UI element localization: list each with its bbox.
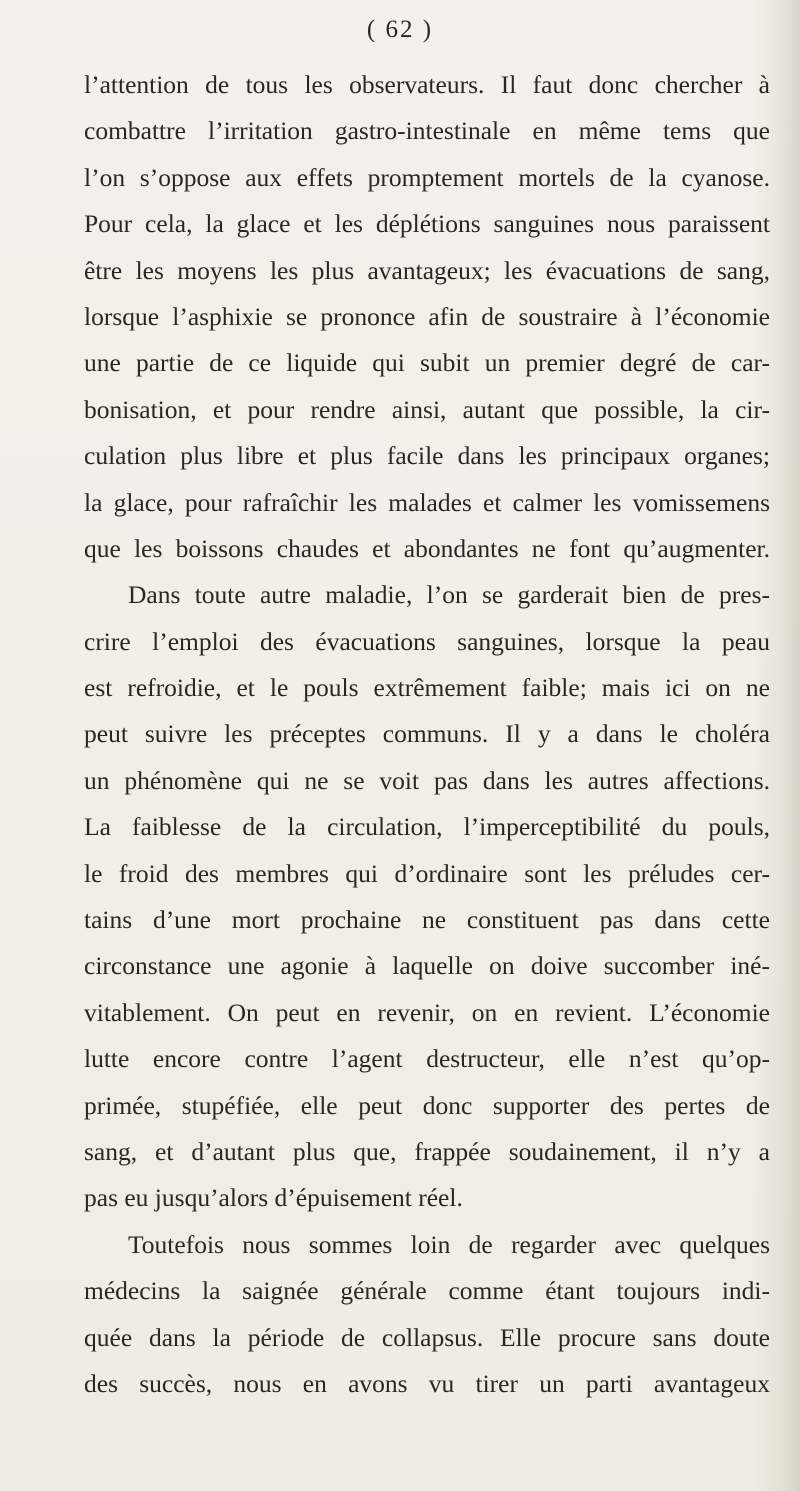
text-line: circonstance une agonie à laquelle on doive succomber iné- xyxy=(84,951,770,981)
text-line: Toutefois nous sommes loin de regarder avec quelques xyxy=(128,1229,770,1259)
text-line: est refroidie, et le pouls extrêmement faible; mais ici on ne xyxy=(84,673,770,703)
text-line: La faiblesse de la circulation, l’imperceptibilité du pouls, xyxy=(84,812,770,842)
text-line: lutte encore contre l’agent destructeur, elle n’est qu’op- xyxy=(84,1044,770,1074)
body-text xyxy=(84,62,770,1407)
text-line: l’on s’oppose aux effets promptement mortels de la cyanose. xyxy=(84,162,770,192)
text-line: peut suivre les préceptes communs. Il y a dans le choléra xyxy=(84,719,770,749)
text-line: combattre l’irritation gastro-intestinale en même tems que xyxy=(84,116,770,146)
text-line: culation plus libre et plus facile dans les principaux organes; xyxy=(84,441,770,471)
text-line: lorsque l’asphixie se prononce afin de soustraire à l’économie xyxy=(84,301,770,331)
text-line: être les moyens les plus avantageux; les évacuations de sang, xyxy=(84,255,770,285)
text-line: primée, stupéfiée, elle peut donc supporter des pertes de xyxy=(84,1090,770,1120)
text-line: quée dans la période de collapsus. Elle procure sans doute xyxy=(84,1322,770,1352)
text-line: Pour cela, la glace et les déplétions sanguines nous paraissent xyxy=(84,209,770,239)
text-line: médecins la saignée générale comme étant toujours indi- xyxy=(84,1276,770,1306)
text-line: tains d’une mort prochaine ne constituent pas dans cette xyxy=(84,905,770,935)
text-line: vitablement. On peut en revenir, on en revient. L’économie xyxy=(84,997,770,1027)
text-line: le froid des membres qui d’ordinaire sont les préludes cer- xyxy=(84,858,770,888)
page-number: ( 62 ) xyxy=(366,16,434,43)
text-line: bonisation, et pour rendre ainsi, autant que possible, la cir- xyxy=(84,394,770,424)
text-line: la glace, pour rafraîchir les malades et calmer les vomissemens xyxy=(84,487,770,517)
text-line: des succès, nous en avons vu tirer un parti avantageux xyxy=(84,1368,770,1398)
text-line: un phénomène qui ne se voit pas dans les autres affections. xyxy=(84,765,770,795)
text-line: pas eu jusqu’alors d’épuisement réel. xyxy=(84,1183,463,1213)
text-line: une partie de ce liquide qui subit un premier degré de car- xyxy=(84,348,770,378)
text-line: crire l’emploi des évacuations sanguines, lorsque la peau xyxy=(84,626,770,656)
text-line: l’attention de tous les observateurs. Il faut donc chercher à xyxy=(84,70,770,99)
text-line: que les boissons chaudes et abondantes ne font qu’augmenter. xyxy=(84,533,770,563)
text-line: sang, et d’autant plus que, frappée soudainement, il n’y a xyxy=(84,1136,770,1166)
text-line: Dans toute autre maladie, l’on se garderait bien de pres- xyxy=(128,580,770,610)
